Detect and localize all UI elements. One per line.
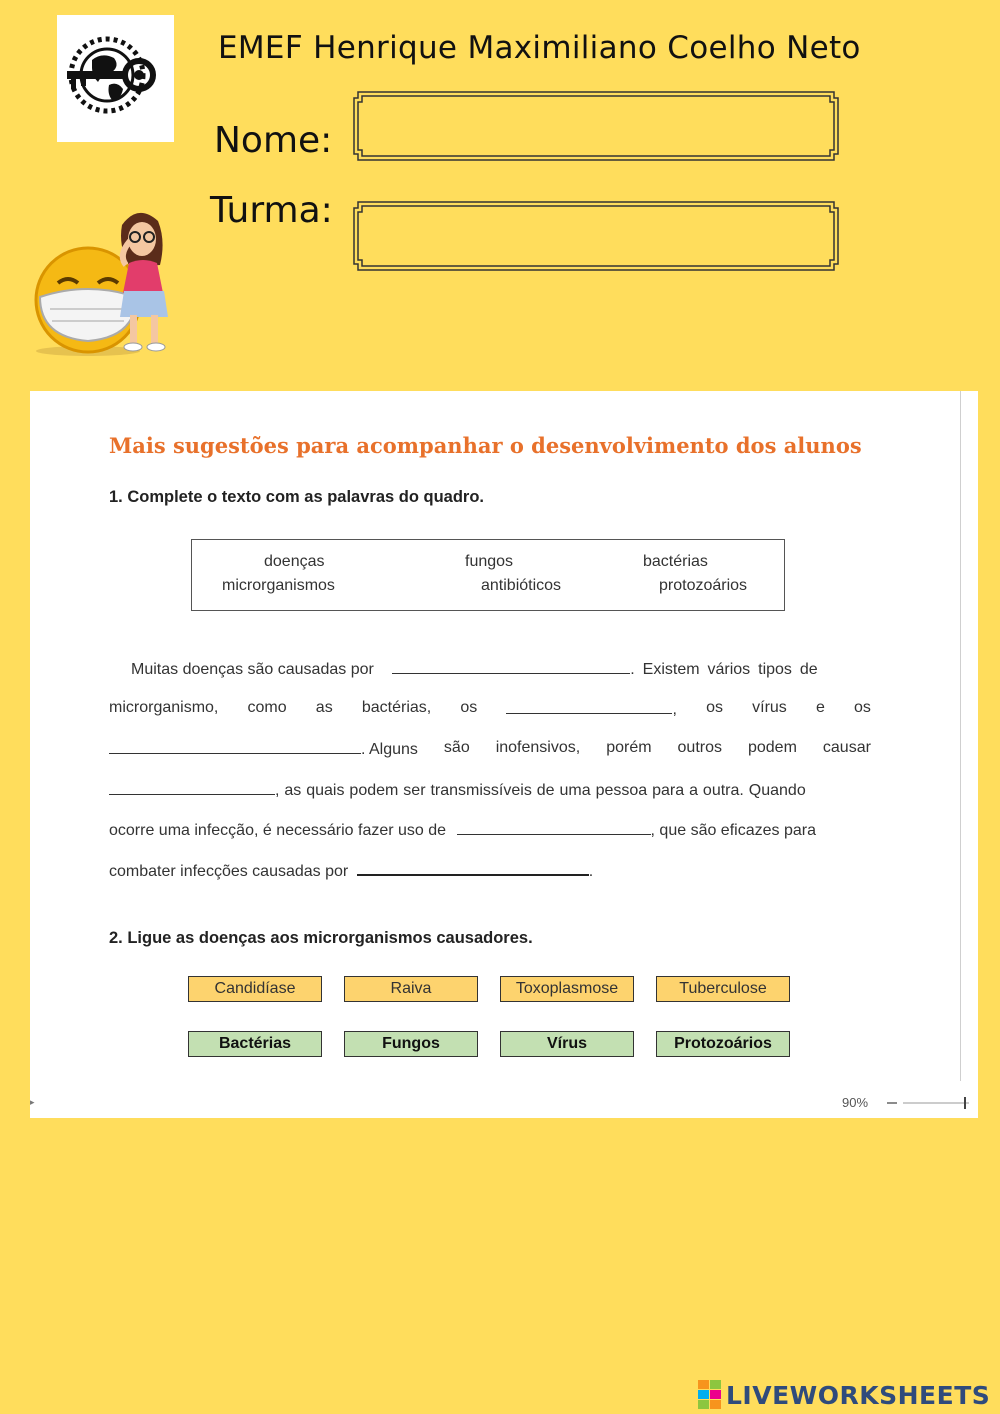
paragraph-text: .	[588, 863, 594, 880]
paragraph-text: como	[247, 699, 287, 716]
class-input[interactable]	[364, 210, 826, 260]
question-2-heading: 2. Ligue as doenças aos microrganismos causadores.	[109, 929, 533, 947]
name-field-frame	[352, 90, 840, 162]
paragraph-text: as	[315, 699, 333, 716]
disease-chip[interactable]: Toxoplasmose	[500, 976, 634, 1002]
blank-doencas[interactable]	[109, 778, 275, 795]
document-edge-divider	[960, 391, 961, 1081]
paragraph-line	[109, 818, 871, 840]
disease-chip[interactable]: Candidíase	[188, 976, 322, 1002]
paragraph-text: os	[854, 699, 871, 716]
name-label: Nome:	[214, 120, 333, 161]
word-bank-item: microrganismos	[222, 577, 335, 594]
paragraph-line	[109, 737, 871, 759]
paragraph-line	[109, 697, 871, 719]
blank-protozoarios[interactable]	[109, 737, 361, 754]
question-1-heading: 1. Complete o texto com as palavras do quadro.	[109, 488, 485, 506]
blank-microrganismos[interactable]	[392, 657, 630, 674]
word-bank-item: bactérias	[643, 553, 708, 570]
document-title: Mais sugestões para acompanhar o desenvolvimento dos alunos	[109, 433, 862, 458]
microorganism-chip[interactable]: Bactérias	[188, 1031, 322, 1057]
paragraph-text: podem	[747, 739, 797, 756]
disease-chip[interactable]: Tuberculose	[656, 976, 790, 1002]
paragraph-text: , que são eficazes para	[650, 822, 816, 839]
paragraph-text: ocorre uma infecção, é necessário fazer uso de	[109, 822, 447, 839]
name-input[interactable]	[364, 100, 826, 150]
brand-name: LIVEWORKSHEETS	[726, 1380, 991, 1410]
paragraph-text: porém	[606, 739, 652, 756]
disease-chip[interactable]: Raiva	[344, 976, 478, 1002]
microorganism-chip[interactable]: Protozoários	[656, 1031, 790, 1057]
paragraph-text: outros	[677, 739, 722, 756]
school-logo	[57, 15, 174, 142]
paragraph-text: . Alguns	[361, 741, 418, 758]
paragraph-line	[109, 657, 871, 679]
word-bank-item: antibióticos	[481, 577, 562, 594]
paragraph-text: os	[706, 699, 723, 716]
paragraph-text: causar	[822, 739, 871, 756]
microorganism-chip[interactable]: Vírus	[500, 1031, 634, 1057]
paragraph-line	[109, 858, 871, 880]
scroll-left-arrow-icon: ▸	[30, 1097, 35, 1107]
blank-fungos[interactable]	[506, 697, 672, 714]
paragraph-text: combater infecções causadas por	[109, 863, 349, 880]
masked-emoji-teacher-illustration	[30, 205, 195, 360]
class-label: Turma:	[210, 190, 333, 231]
blank-bacterias[interactable]	[357, 858, 589, 876]
microorganism-chip[interactable]: Fungos	[344, 1031, 478, 1057]
word-bank-item: fungos	[465, 553, 514, 570]
word-bank-item: doenças	[264, 553, 325, 570]
paragraph-text: os	[460, 699, 478, 716]
paragraph-text: e	[815, 699, 825, 716]
blank-antibioticos[interactable]	[457, 818, 651, 835]
school-name: EMEF Henrique Maximiliano Coelho Neto	[218, 30, 861, 66]
liveworksheets-brand	[698, 1378, 990, 1412]
zoom-slider	[885, 1094, 975, 1112]
paragraph-text: inofensivos,	[495, 739, 581, 756]
zoom-level: 90%	[842, 1095, 869, 1110]
paragraph-text: microrganismo,	[109, 699, 219, 716]
paragraph-text: vírus	[752, 699, 787, 716]
paragraph-text: Muitas doenças são causadas por	[131, 661, 374, 678]
paragraph-text: , as quais podem ser transmissíveis de uma pessoa para a outra. Quando	[275, 782, 806, 799]
liveworksheets-logo-icon	[698, 1380, 722, 1410]
paragraph-text: bactérias,	[361, 699, 432, 716]
paragraph-text: . Existem vários tipos de	[630, 661, 818, 678]
word-bank	[191, 539, 785, 611]
worksheet-document	[30, 391, 978, 1118]
paragraph-text: ,	[672, 701, 677, 718]
globe-key-logo-icon	[57, 15, 174, 142]
paragraph-line	[109, 778, 871, 800]
word-bank-item: protozoários	[659, 577, 748, 594]
paragraph-text: são	[443, 739, 470, 756]
class-field-frame	[352, 200, 840, 272]
